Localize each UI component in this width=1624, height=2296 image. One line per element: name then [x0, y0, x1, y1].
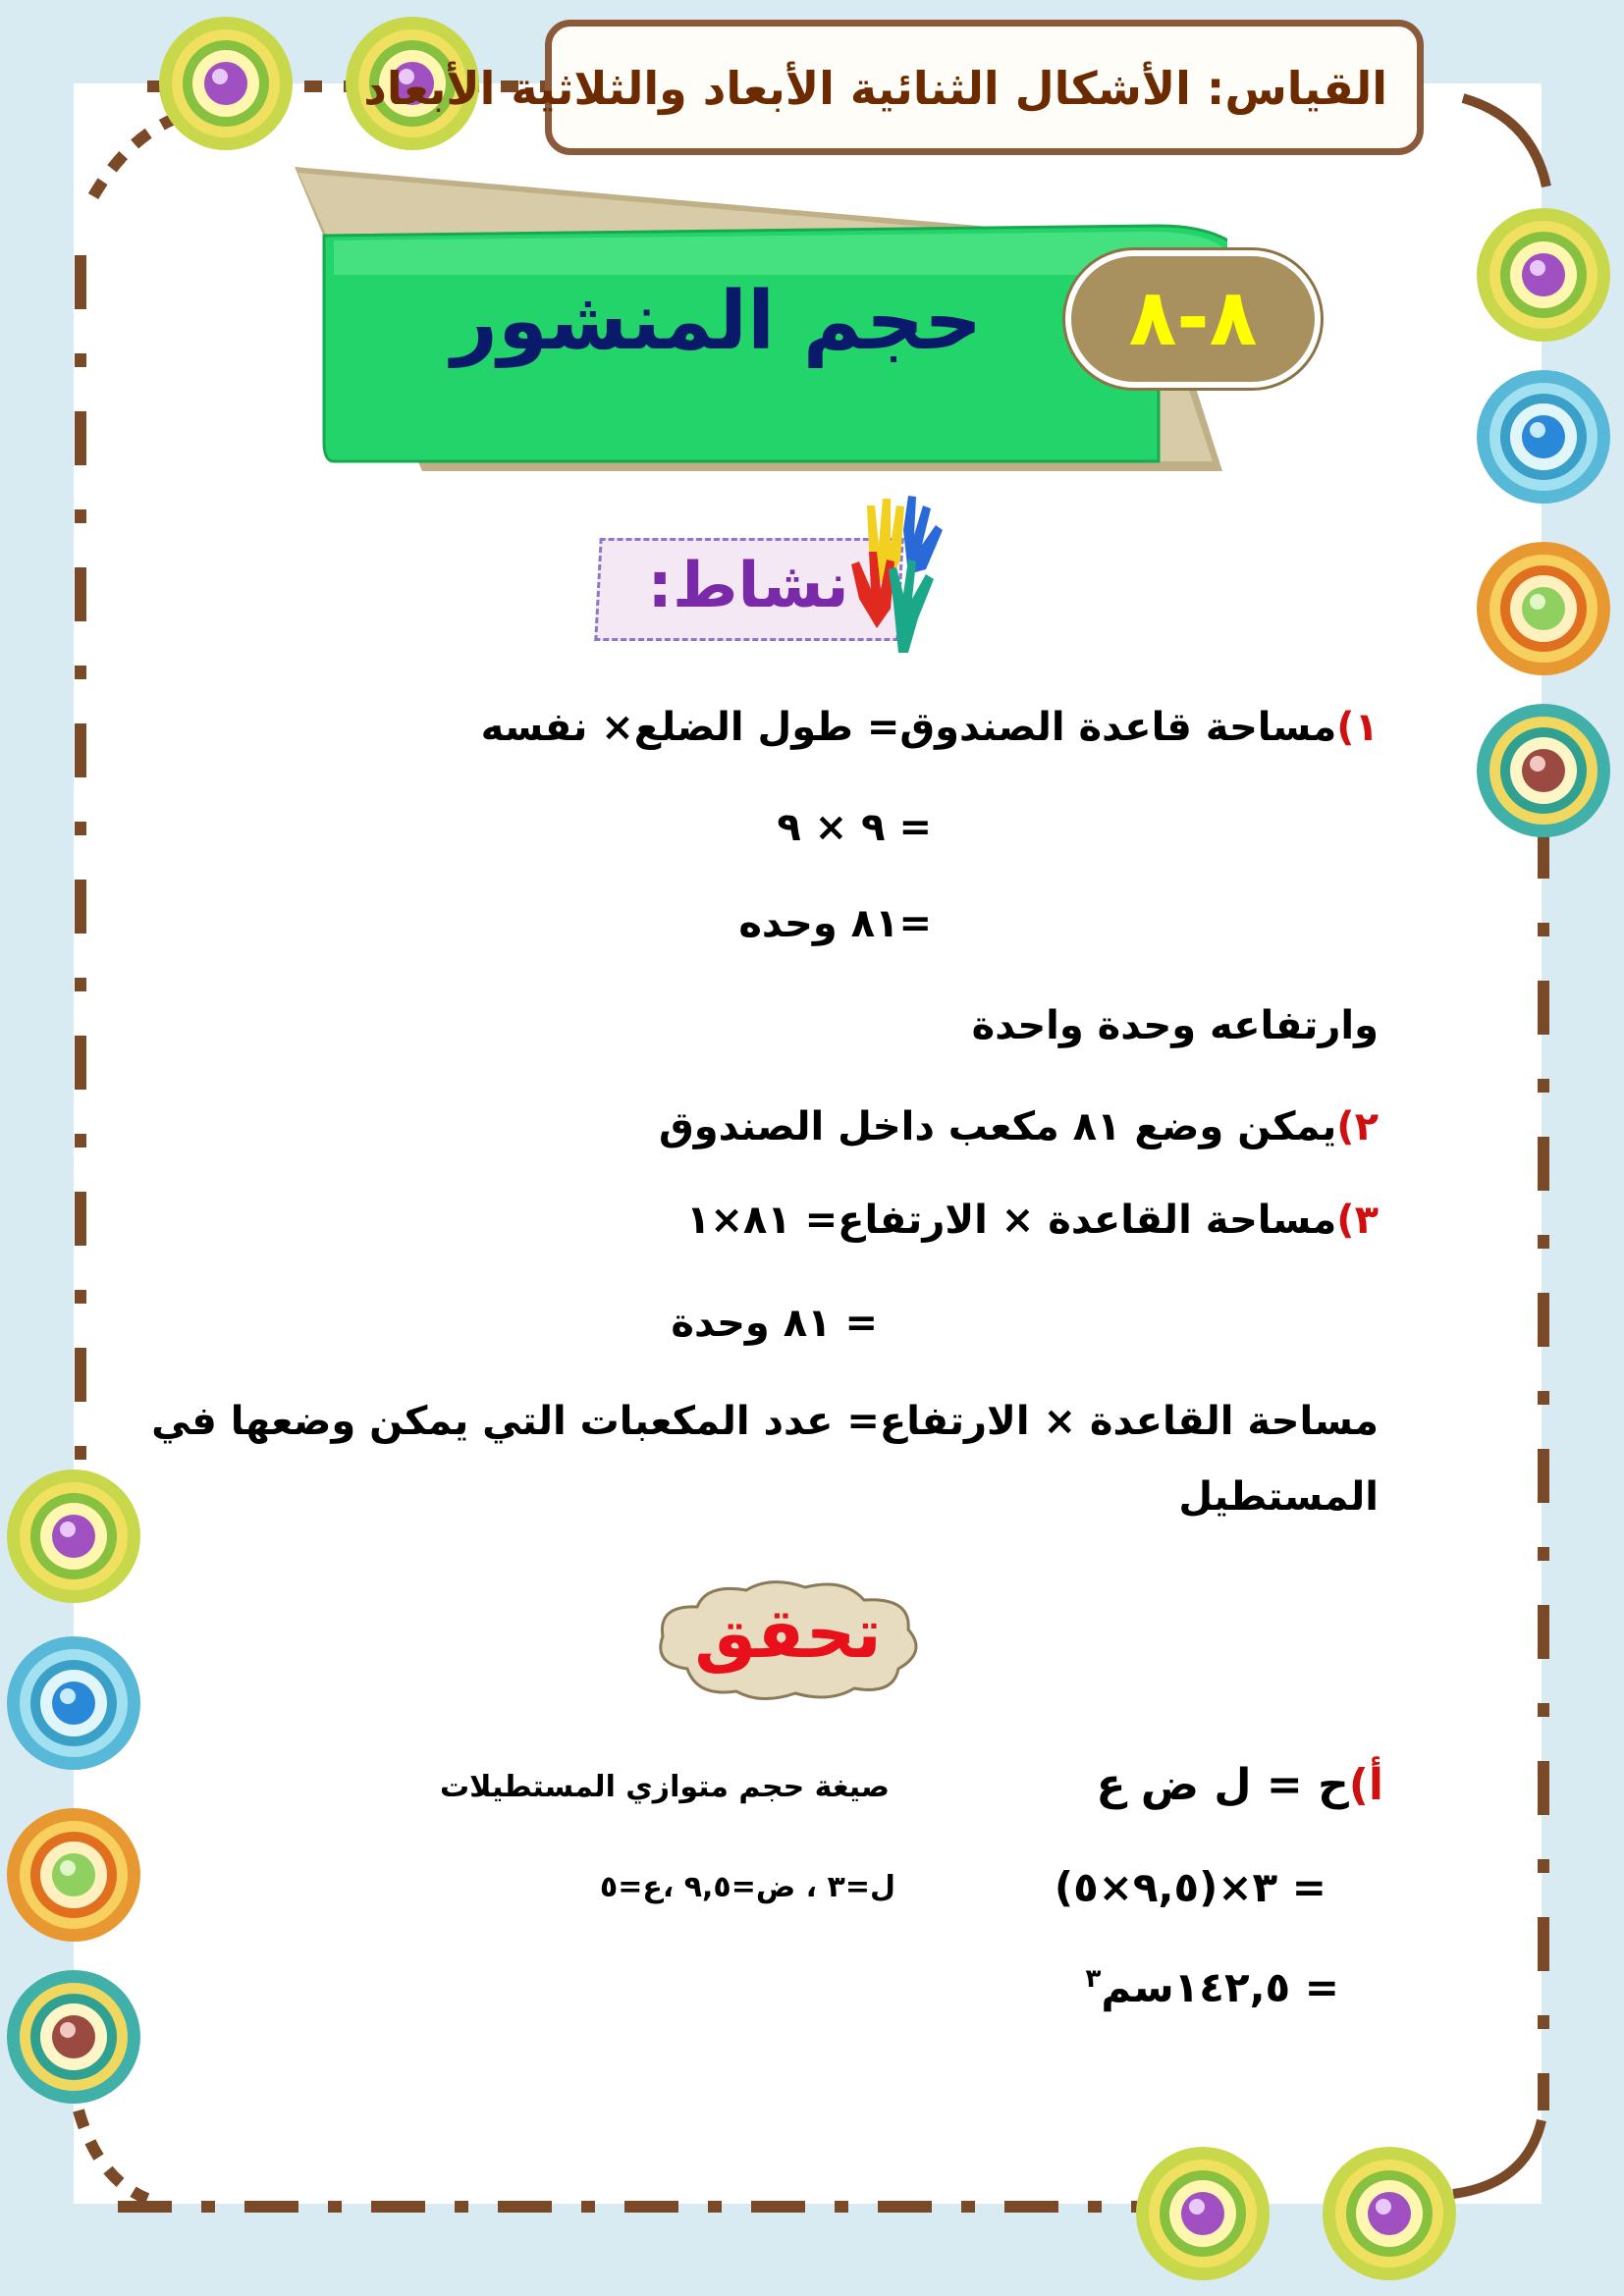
activity-line-1: [481, 705, 1379, 750]
flower-medallion-icon: [1129, 2140, 1276, 2287]
flower-medallion-icon: [0, 1801, 147, 1949]
item-text: يمكن وضع ٨١ مكعب داخل الصندوق: [658, 1104, 1337, 1149]
activity-line-6: [686, 1198, 1379, 1243]
check-step-2: [1086, 1963, 1339, 2011]
item-text: مساحة القاعدة × الارتفاع= عدد المكعبات التي يمكن وضعها في: [151, 1399, 1379, 1444]
item-text: مساحة القاعدة × الارتفاع= ٨١×١: [685, 1198, 1337, 1243]
step2-superscript: ٣: [1085, 1964, 1102, 1994]
activity-line-3: [738, 901, 932, 946]
flower-medallion-icon: [1470, 535, 1617, 682]
flower-medallion-icon: [1470, 201, 1617, 348]
flower-medallion-icon: [0, 1963, 147, 2110]
flower-medallion-icon: [1470, 697, 1617, 844]
item-marker: ٢): [1336, 1104, 1379, 1149]
activity-line-4: [972, 1003, 1379, 1048]
item-text: = ٨١ وحدة: [671, 1301, 878, 1346]
item-text: =٨١ وحده: [738, 901, 932, 946]
item-text: المستطيل: [1178, 1474, 1379, 1520]
flower-medallion-icon: [0, 1629, 147, 1777]
flower-medallion-icon: [152, 10, 299, 157]
flower-medallion-icon: [1316, 2140, 1463, 2287]
formula-note: صيغة حجم متوازي المستطيلات: [440, 1770, 890, 1804]
check-label: تحقق: [694, 1593, 882, 1674]
activity-line-8: [151, 1399, 1379, 1444]
item-marker: ١): [1336, 705, 1379, 750]
flower-medallion-icon: [1470, 363, 1617, 510]
check-marker: أ): [1348, 1760, 1383, 1810]
colored-hands-icon: [849, 491, 957, 658]
activity-line-9: [1178, 1474, 1379, 1520]
check-formula: [1097, 1760, 1383, 1810]
activity-label: نشاط:: [647, 550, 849, 622]
item-marker: ٣): [1336, 1198, 1379, 1243]
item-text: وارتفاعه وحدة واحدة: [971, 1003, 1379, 1048]
activity-line-7: [671, 1301, 878, 1346]
values-note: ل=٣ ، ض=٩,٥ ،ع=٥: [599, 1870, 895, 1904]
activity-line-5: [659, 1104, 1379, 1149]
check-step-1: = ٣×(٩,٥×٥): [1054, 1863, 1326, 1911]
item-text: = ٩ × ٩: [777, 805, 932, 850]
lesson-number-badge: ٨-٨: [1065, 250, 1321, 388]
step2-text: = ١٤٢,٥سم: [1101, 1963, 1339, 2011]
flower-medallion-icon: [0, 1463, 147, 1610]
item-text: مساحة قاعدة الصندوق= طول الضلع× نفسه: [480, 705, 1337, 750]
unit-title: القياس: الأشكال الثنائية الأبعاد والثلاثية الأبعاد: [363, 62, 1387, 115]
activity-line-2: [777, 805, 932, 850]
lesson-title: حجم المنشور: [451, 275, 983, 368]
formula-text: ح = ل ض ع: [1096, 1760, 1349, 1810]
unit-header-box: [363, 20, 1424, 155]
